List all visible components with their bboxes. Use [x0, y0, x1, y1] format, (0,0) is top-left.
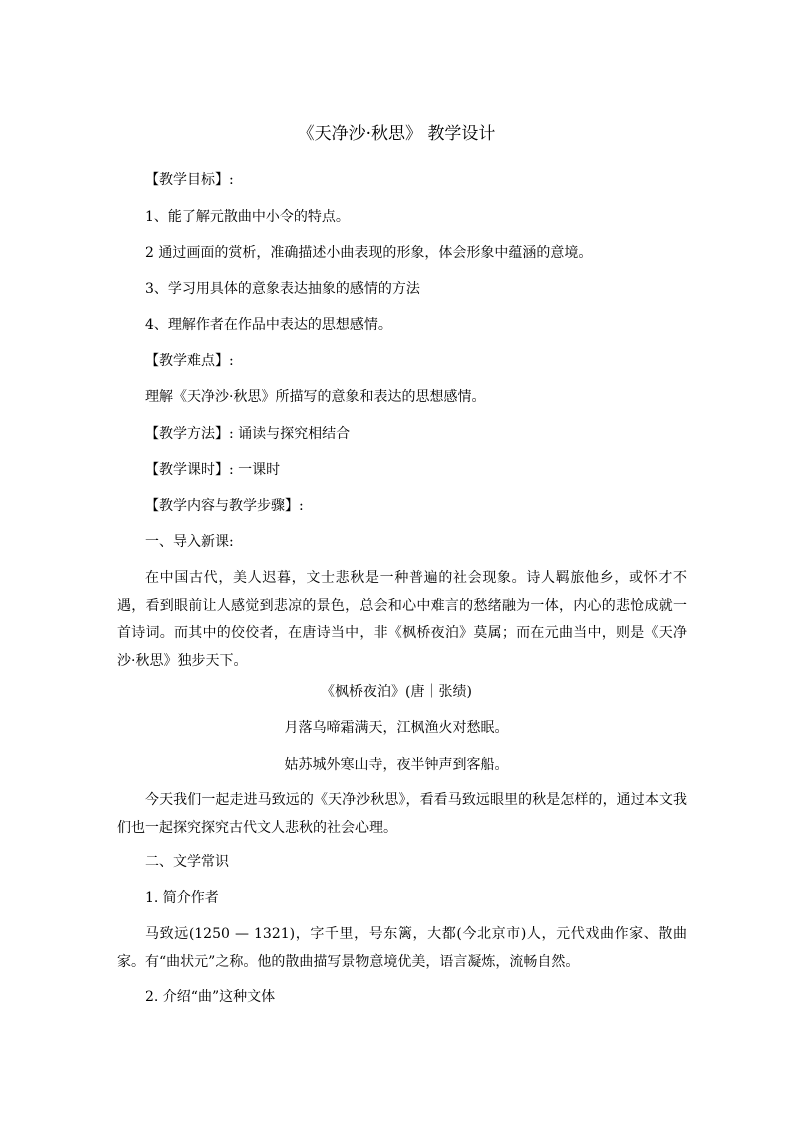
goal-item-1: 1、能了解元散曲中小令的特点。 [145, 209, 350, 225]
poem-title: 《枫桥夜泊》(唐｜张绩) [321, 684, 472, 700]
goal-item-4: 4、理解作者在作品中表达的思想感情。 [145, 317, 392, 333]
content-heading: 【教学内容与教学步骤】: [145, 498, 304, 514]
poem-line-1: 月落乌啼霜满天，江枫渔火对愁眠。 [284, 720, 509, 736]
subheading-author: 1. 简介作者 [145, 890, 219, 906]
hours-line: 【教学课时】: 一课时 [145, 462, 281, 478]
goals-heading: 【教学目标】: [145, 172, 234, 188]
difficulty-heading: 【教学难点】: [145, 353, 234, 369]
today-paragraph: 今天我们一起走进马致远的《天净沙秋思》，看看马致远眼里的秋是怎样的，通过本文我们也一起探究探究古代文人悲秋的社会心理。 [117, 792, 687, 836]
poem-line-2: 姑苏城外寒山寺，夜半钟声到客船。 [284, 757, 509, 773]
intro-paragraph: 在中国古代，美人迟暮，文士悲秋是一种普遍的社会现象。诗人羁旅他乡，或怀才不遇，看到眼前让人感觉到悲凉的景色，总会和心中难言的愁绪融为一体，内心的悲怆成就一首诗词。而其中的佼佼者，在唐诗当中，非《枫桥夜泊》莫属；而在元曲当中，则是《天净沙·秋思》独步天下。 [117, 570, 687, 669]
section-heading-1: 一、导入新课: [145, 534, 234, 550]
method-line: 【教学方法】: 诵读与探究相结合 [145, 426, 351, 442]
difficulty-text: 理解《天净沙·秋思》所描写的意象和表达的思想感情。 [145, 389, 486, 405]
goal-item-2: 2 通过画面的赏析，准确描述小曲表现的形象，体会形象中蕴涵的意境。 [145, 245, 593, 261]
document-title: 《天净沙·秋思》 教学设计 [297, 124, 496, 144]
author-paragraph: 马致远(1250 — 1321)，字千里，号东篱，大都(今北京市)人，元代戏曲作家、散曲家。有“曲状元”之称。他的散曲描写景物意境优美，语言凝炼，流畅自然。 [117, 926, 687, 970]
section-heading-2: 二、文学常识 [145, 854, 229, 870]
goal-item-3: 3、学习用具体的意象表达抽象的感情的方法 [145, 281, 420, 297]
subheading-qu: 2. 介绍“曲”这种文体 [145, 989, 276, 1005]
